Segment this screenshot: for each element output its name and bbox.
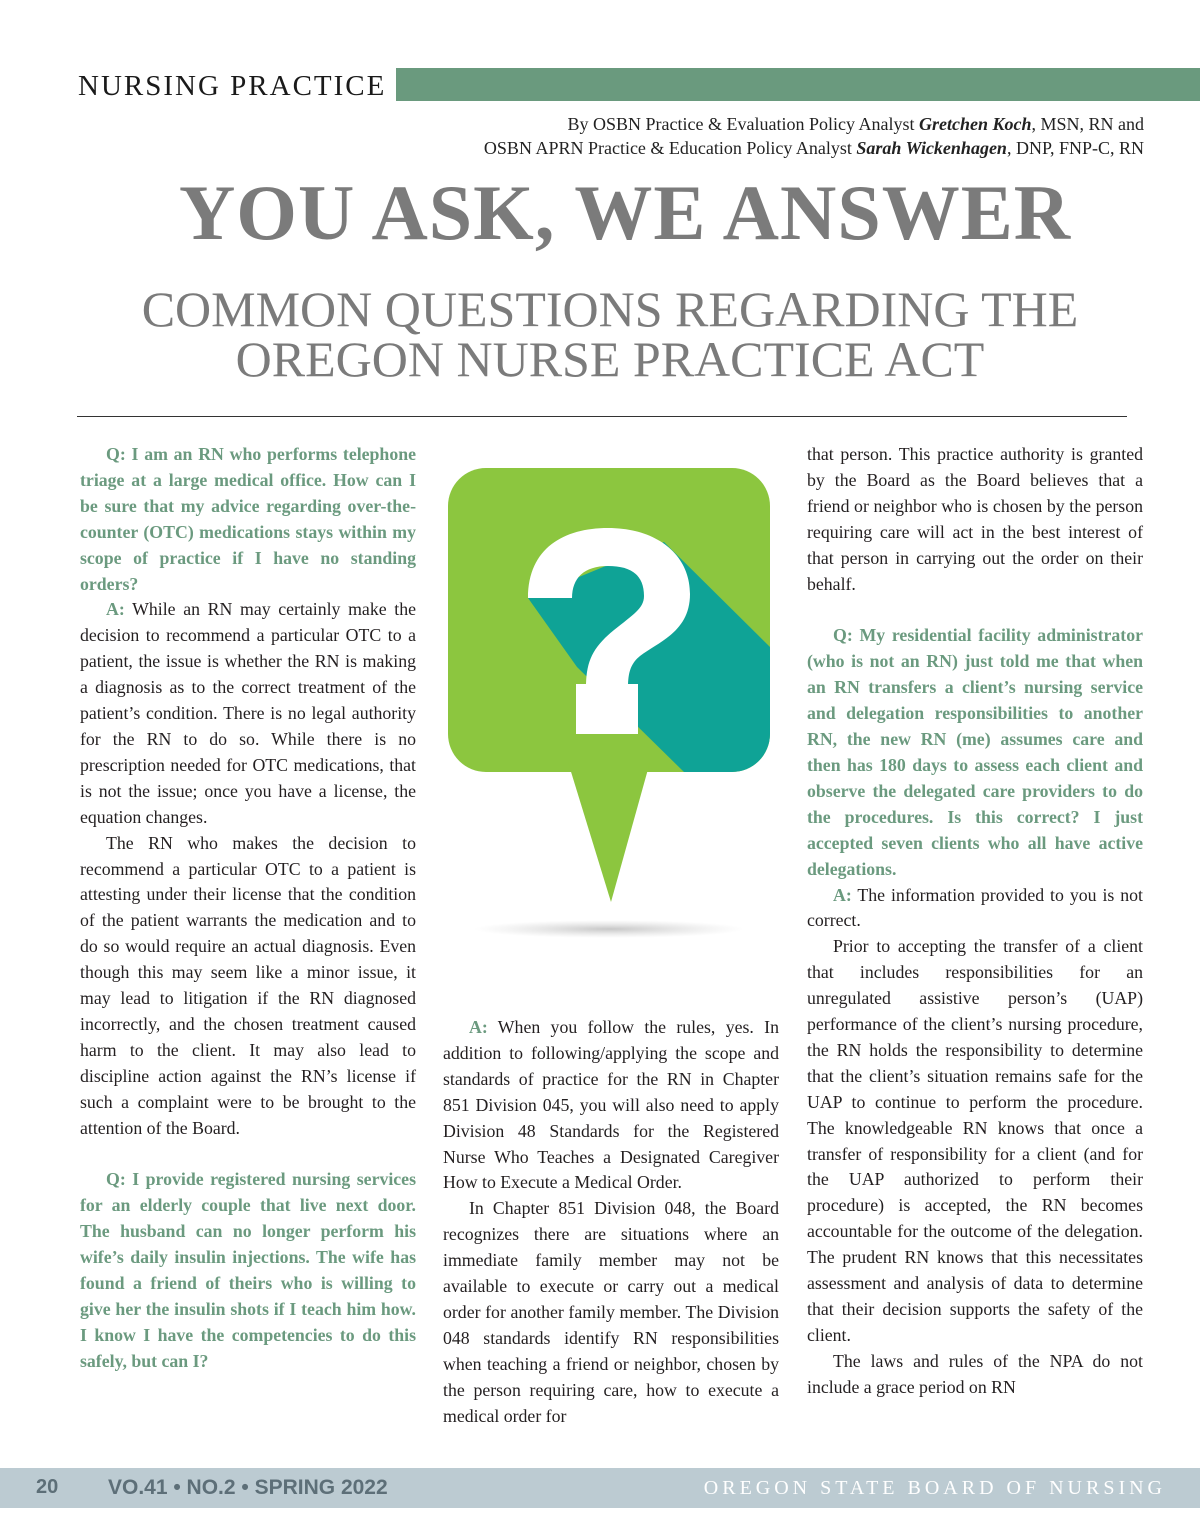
author-name: Gretchen Koch: [918, 114, 1032, 134]
answer-text: The information provided to you is not correct.: [807, 884, 1143, 931]
answer-2-paragraph-2: In Chapter 851 Division 048, the Board recognizes there are situations where an immediate family member may not be available to execute or carry out a medical order for another family member. The Division 048 standards identify RN responsibilities when teaching a friend or neighbor, chosen by the person requiring care, how to execute a medical order for: [443, 1198, 779, 1426]
question-1: Q: I am an RN who performs telephone triage at a large medical office. How can I be sure that my advice regarding over-the-counter (OTC) medications stays within my scope of practice if I have no standing orders?: [80, 444, 416, 594]
section-bar: [396, 68, 1200, 101]
page-subtitle: [80, 281, 1140, 387]
byline-text: , DNP, FNP-C, RN: [1006, 138, 1144, 158]
byline-line-1: [384, 112, 1144, 136]
issue-info: VO.41 • NO.2 • SPRING 2022: [108, 1476, 388, 1499]
answer-3-paragraph-3: The laws and rules of the NPA do not include a grace period on RN: [807, 1350, 1143, 1397]
answer-3: [807, 883, 1143, 935]
organization-name: OREGON STATE BOARD OF NURSING: [703, 1477, 1166, 1499]
byline-text: By OSBN Practice & Evaluation Policy Analyst: [567, 114, 919, 134]
author-name: Sarah Wickenhagen: [856, 138, 1007, 158]
answer-label: A:: [469, 1017, 488, 1037]
question-mark-speech-bubble-icon: [444, 462, 774, 942]
answer-3-paragraph-2: Prior to accepting the transfer of a client that includes responsibilities for an unregulated assistive person’s (UAP) performance of the client’s nursing procedure, the RN holds the responsibility to determine that the client’s situation remains safe for the UAP to continue to perform the procedure. The knowledgeable RN knows that once a transfer of responsibility for a client (and for the UAP authorized to perform their procedure) is accepted, the RN becomes accountable for the outcome of the delegation. The prudent RN knows that this necessitates assessment and analysis of data to determine that their decision supports the safety of the client.: [807, 936, 1143, 1345]
answer-2: [443, 1015, 779, 1196]
answer-text: While an RN may certainly make the decision to recommend a particular OTC to a patient, the issue is whether the RN is making a diagnosis as to the correct treatment of the patient’s condition. There is no legal authority for the RN to do so. While there is no prescription needed for OTC medications, that is not the issue; once you have a license, the equation changes.: [80, 599, 416, 827]
answer-text: When you follow the rules, yes. In addition to following/applying the scope and standards of practice for the RN in Chapter 851 Division 045, you will also need to apply Division 48 Standards for the Registered Nurse Who Teaches a Designated Caregiver How to Execute a Medical Order.: [443, 1017, 779, 1193]
subtitle-line-2: OREGON NURSE PRACTICE ACT: [235, 331, 985, 387]
answer-2-continued: that person. This practice authority is granted by the Board as the Board believes that a friend or neighbor who is chosen by the person requiring care will act in the best interest of that person in carrying out the order on their behalf.: [807, 444, 1143, 594]
byline: [384, 112, 1144, 160]
byline-line-2: [384, 136, 1144, 160]
byline-text: , MSN, RN and: [1031, 114, 1144, 134]
answer-label: A:: [106, 599, 125, 620]
column-3: [807, 442, 1143, 1401]
subtitle-line-1: COMMON QUESTIONS REGARDING THE: [141, 281, 1079, 337]
answer-label: A:: [833, 884, 852, 905]
question-2: Q: I provide registered nursing services for an elderly couple that live next door. The husband can no longer perform his wife’s daily insulin injections. The wife has found a friend of theirs who is willing to give her the insulin shots if I teach him how. I know I have the competencies to do this safely, but can I?: [80, 1169, 416, 1371]
byline-text: OSBN APRN Practice & Education Policy Analyst: [483, 138, 857, 158]
question-3: Q: My residential facility administrator (who is not an RN) just told me that when an RN transfers a client’s nursing service and delegation responsibilities to another RN, the new RN (me) assumes care and then has 180 days to assess each client and observe the delegated care providers to do the procedures. Is this correct? I just accepted seven clients who all have active delegations.: [807, 625, 1143, 879]
page-footer: [0, 1468, 1200, 1508]
section-label: NURSING PRACTICE: [78, 70, 387, 102]
page-number: 20: [36, 1476, 59, 1498]
answer-1-paragraph-2: The RN who makes the decision to recommend a particular OTC to a patient is attesting under their license that the condition of the patient warrants the medication and to do so would require an actual diagnosis. Even though this may seem like a minor issue, it may lead to litigation if the RN diagnosed incorrectly, and the chosen treatment caused harm to the client. It may also lead to discipline action against the RN’s license if such a complaint were to be brought to the attention of the Board.: [80, 832, 416, 1138]
answer-1: [80, 597, 416, 830]
column-2: [443, 1015, 779, 1430]
page-title: YOU ASK, WE ANSWER: [178, 169, 1072, 256]
column-1: [80, 442, 416, 1375]
title-divider: [77, 416, 1127, 417]
